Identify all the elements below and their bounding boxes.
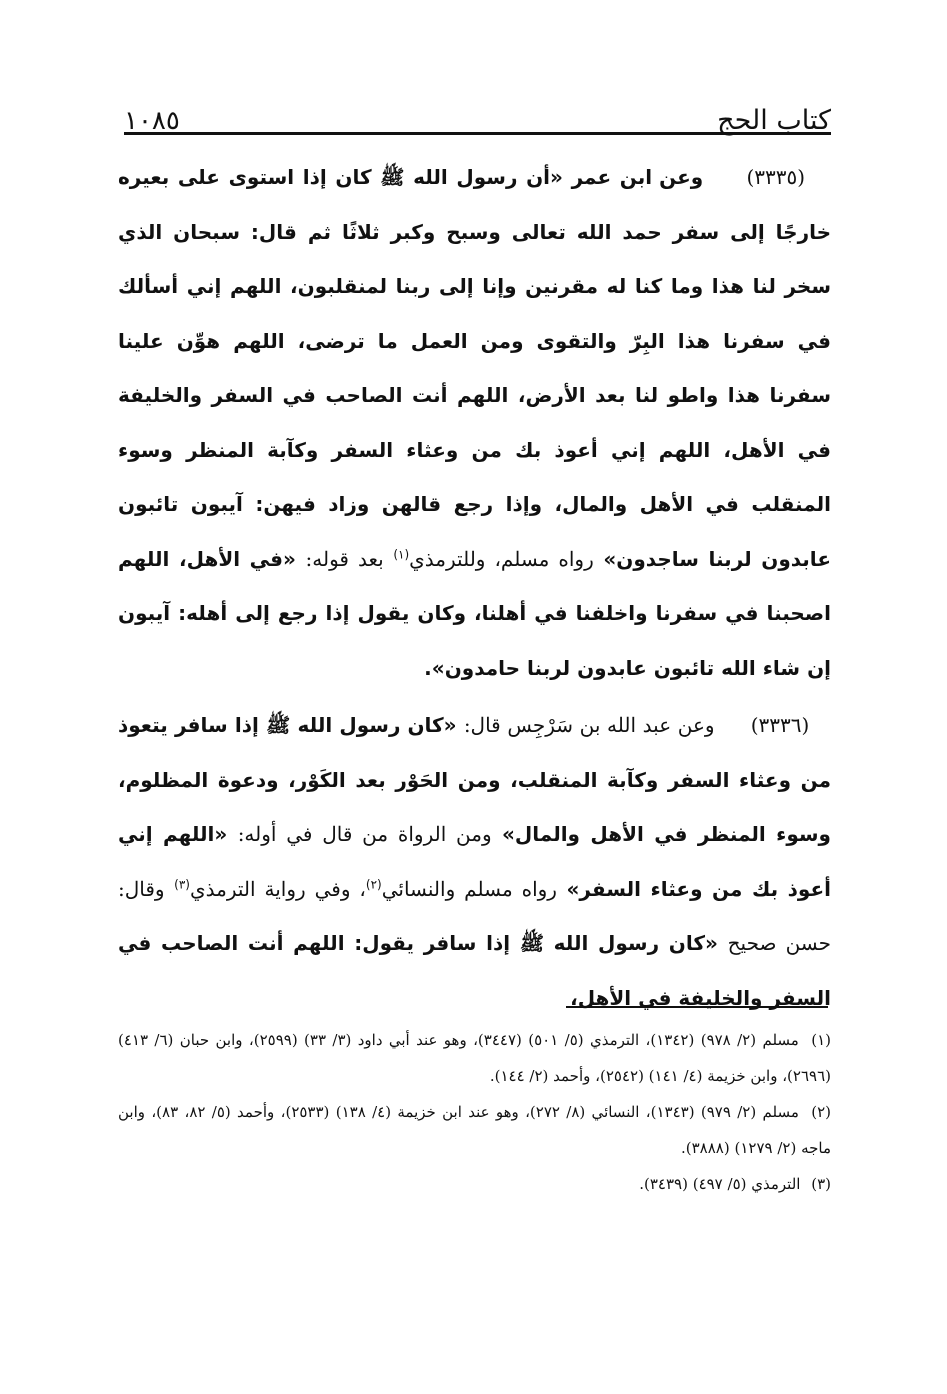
footnote-marker: (٣): [811, 1175, 831, 1193]
footnote-item: [118, 1094, 831, 1166]
footnote-item: [118, 1022, 831, 1094]
book-title: كتاب الحج: [717, 105, 831, 136]
hadith-text: «كان رسول الله ﷺ إذا سافر يتعوذ من وعثاء السفر وكآبة المنقلب، ومن الحَوْر بعد الكَوْر، ودعوة المظلوم، وسوء المنظر في الأهل والمال»: [118, 713, 831, 846]
footnote-rule: [566, 1006, 828, 1008]
footnote-item: [118, 1166, 831, 1202]
hadith-attribution: ، وفي رواية الترمذي: [189, 876, 366, 901]
hadith-text: «اللهم إني أعوذ بك من وعثاء السفر»: [118, 822, 831, 901]
page-number: ١٠٨٥: [124, 106, 180, 136]
main-text: [118, 150, 831, 1025]
footnote-text: الترمذي (٥/ ٤٩٧) (٣٤٣٩).: [639, 1175, 801, 1193]
hadith-text: وعن ابن عمر «أن رسول الله ﷺ كان إذا استوى على بعيره خارجًا إلى سفر حمد الله تعالى وسبح وكبر ثلاثًا ثم قال: سبحان الذي سخر لنا هذا وما كنا له مقرنين وإنا إلى ربنا لمنقلبون، اللهم إني أسألك في سفرنا هذا البِرّ والتقوى ومن العمل ما ترضى، اللهم هوِّن علينا سفرنا هذا واطو لنا بعد الأرض، اللهم أنت الصاحب في السفر والخليفة في الأهل، اللهم إني أعوذ بك من وعثاء السفر وكآبة المنظر وسوء المنقلب في الأهل والمال، وإذا رجع قالهن وزاد فيهن: آيبون تائبون عابدون لربنا ساجدون»: [118, 165, 831, 571]
footnote-text: مسلم (٢/ ٩٧٩) (١٣٤٣)، النسائي (٨/ ٢٧٢)، وهو عند ابن خزيمة (٤/ ١٣٨) (٢٥٣٣)، وأحمد (٥/ ٨٢، ٨٣)، وابن ماجه (٢/ ١٢٧٩) (٣٨٨٨).: [118, 1103, 831, 1157]
hadith-attribution: ومن الرواة من قال في أوله:: [237, 822, 492, 846]
header-rule: [124, 132, 831, 135]
hadith-3335: [118, 150, 831, 695]
hadith-attribution: وقال: حسن صحيح: [118, 876, 831, 955]
hadith-3336: [118, 698, 831, 1025]
footnote-ref: (١): [393, 546, 410, 561]
footnotes: [118, 1022, 831, 1202]
hadith-attribution: رواه مسلم والنسائي: [381, 876, 557, 901]
footnote-ref: (٣): [174, 876, 190, 891]
footnote-ref: (٢): [365, 876, 382, 891]
page-header: [124, 96, 831, 136]
hadith-intro: وعن عبد الله بن سَرْجِس قال:: [463, 713, 715, 737]
hadith-text: «كان رسول الله ﷺ إذا سافر يقول: اللهم أنت الصاحب في السفر والخليفة في الأهل،: [118, 931, 831, 1010]
footnote-text: مسلم (٢/ ٩٧٨) (١٣٤٢)، الترمذي (٥/ ٥٠١) (٣٤٤٧)، وهو عند أبي داود (٣/ ٣٣) (٢٥٩٩)، وابن حبان (٦/ ٤١٣) (٢٦٩٦)، وابن خزيمة (٤/ ١٤١) (٢٥٤٢)، وأحمد (٢/ ١٤٤).: [118, 1031, 831, 1085]
hadith-attribution: بعد قوله:: [305, 546, 384, 571]
footnote-marker: (١): [811, 1031, 831, 1049]
footnote-marker: (٢): [811, 1103, 831, 1121]
hadith-text: «في الأهل، اللهم اصحبنا في سفرنا واخلفنا في أهلنا، وكان يقول إذا رجع إلى أهله: آيبون إن شاء الله تائبون عابدون لربنا حامدون».: [118, 546, 831, 680]
hadith-number: (٣٣٣٦): [750, 713, 810, 737]
hadith-number: (٣٣٣٥): [746, 165, 806, 189]
hadith-attribution: رواه مسلم، وللترمذي: [409, 546, 594, 571]
